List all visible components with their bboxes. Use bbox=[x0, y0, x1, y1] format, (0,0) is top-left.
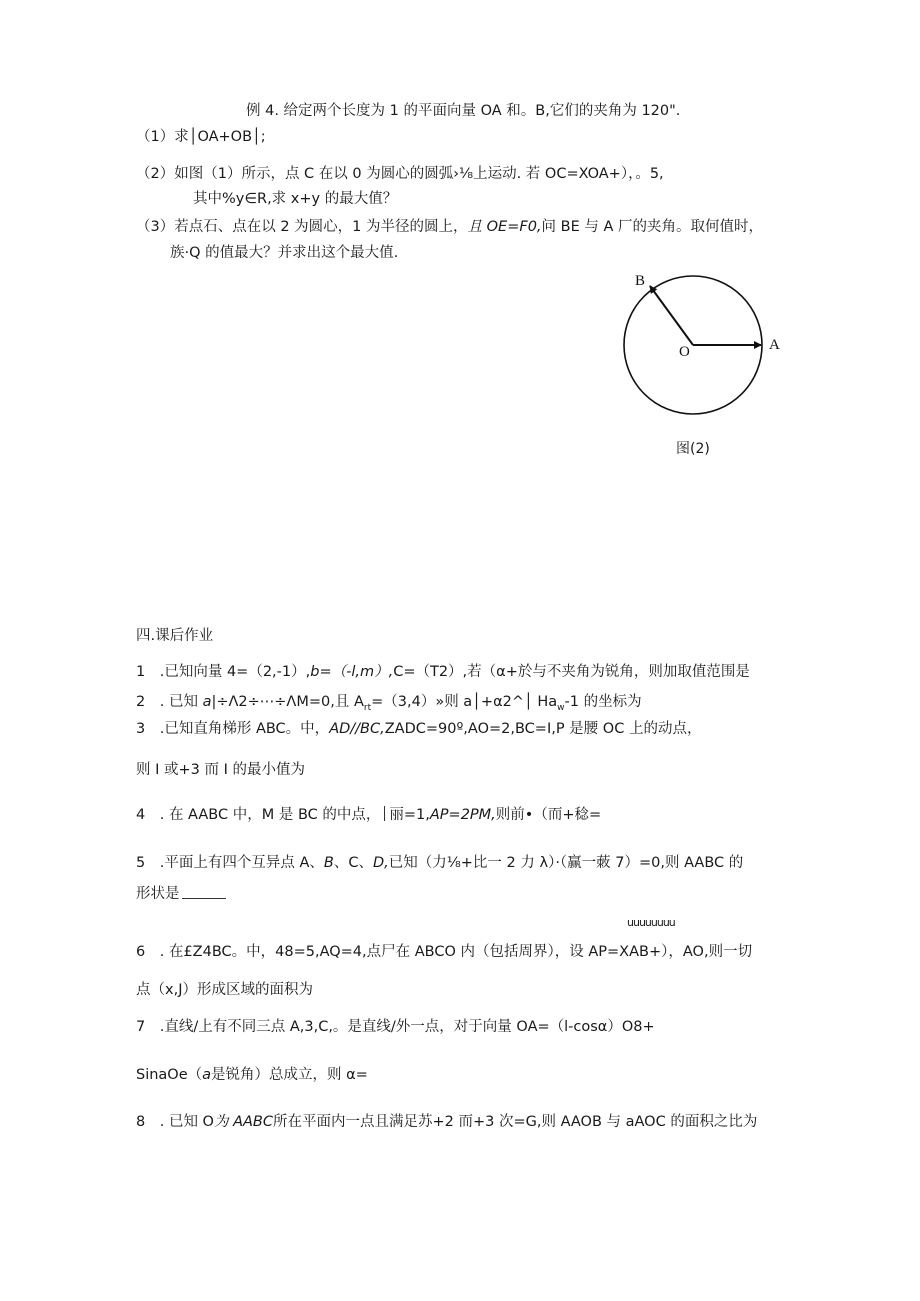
label-a: A bbox=[769, 337, 780, 353]
vector-ob-arrow bbox=[650, 286, 693, 345]
hw-7-text: SinaOe（ bbox=[136, 1067, 203, 1083]
hw-4-italic: AP=2PM, bbox=[429, 807, 496, 823]
hw-problem-3-line-2: 则 I 或+3 而 I 的最小值为 bbox=[136, 762, 305, 778]
question-3-line-2: 族·Q 的值最大？并求出这个最大值. bbox=[170, 245, 399, 261]
hw-2-sub: rt bbox=[363, 702, 372, 713]
hw-4-post: 则前•（而+稔= bbox=[495, 807, 602, 823]
answer-blank bbox=[182, 886, 226, 899]
hw-5-text: 5 .平面上有四个互异点 A、 bbox=[136, 855, 324, 871]
hw-5-italic-b: B bbox=[323, 855, 334, 871]
hw-problem-8 bbox=[136, 1112, 757, 1132]
circle-vector-figure bbox=[618, 268, 793, 428]
hw-7-italic: a bbox=[202, 1067, 212, 1083]
hw-4-text: 4 . 在 AABC 中，M 是 BC 的中点， bbox=[136, 807, 381, 823]
hw-8-italic: 为 AABC bbox=[213, 1114, 273, 1130]
hw-problem-7-line-2 bbox=[136, 1065, 368, 1085]
hw-4-mid: 丽=1, bbox=[389, 807, 430, 823]
example-title: 例 4. 给定两个长度为 1 的平面向量 OA 和。B,它们的夹角为 120". bbox=[246, 103, 681, 119]
section-title: 四.课后作业 bbox=[136, 628, 214, 644]
hw-2-post: =（3,4）»则 a│+α2^│ Ha bbox=[371, 694, 558, 710]
hw-1-text-b: C=（T2）,若（α+於与不夹角为锐角，则加取值范围是 bbox=[393, 664, 750, 680]
question-2-line-1: （2）如图（1）所示，点 C 在以 0 为圆心的圆弧›⅛上运动. 若 OC=XOA+），。5, bbox=[136, 166, 664, 182]
hw-1-italic: b=（-l,m）, bbox=[310, 664, 394, 680]
hw-2-sub2: w bbox=[557, 702, 565, 713]
abs-bar bbox=[384, 806, 385, 821]
hw-7-post: 是锐角）总成立，则 α= bbox=[211, 1067, 368, 1083]
hw-8-text: 8 . 已知 O bbox=[136, 1114, 214, 1130]
hw-problem-5-line-2 bbox=[136, 884, 226, 904]
hw-problem-4 bbox=[136, 805, 601, 825]
figure-caption: 图(2) bbox=[676, 441, 710, 457]
hw-8-post: 所在平面内一点且满足苏+2 而+3 次=G,则 AAOB 与 aAOC 的面积之比为 bbox=[273, 1114, 758, 1130]
hw-5-post: 已知（力⅛+比一 2 力 λ）·（赢一蓛 7）=0,则 AABC 的 bbox=[388, 855, 744, 871]
hw-2-text: 2 . 已知 bbox=[136, 694, 198, 710]
hw-problem-1 bbox=[136, 662, 750, 682]
hw-3-italic: AD//BC, bbox=[329, 721, 385, 737]
hw-problem-6: 6 . 在£Z4BC。中，48=5,AQ=4,点尸在 ABCO 内（包括周界），设 AP=XAB+），AO,则一切 bbox=[136, 944, 753, 960]
hw-3-text-b: ZADC=90º,AO=2,BC=I,P 是腰 OC 上的动点， bbox=[384, 721, 702, 737]
hw-1-text: 1 .已知向量 4=（2,-1）, bbox=[136, 664, 311, 680]
question-2-line-2: 其中%y∈R,求 x+y 的最大值？ bbox=[193, 191, 398, 207]
question-1: （1）求│OA+OB│; bbox=[136, 129, 266, 145]
hw-problem-2 bbox=[136, 692, 642, 718]
hw-problem-3 bbox=[136, 719, 701, 739]
hw-5-shape-text: 形状是 bbox=[136, 886, 180, 902]
hw-3-text: 3 .已知直角梯形 ABC。中， bbox=[136, 721, 330, 737]
question-3-line-1 bbox=[136, 217, 763, 237]
hw-5-mid: 、C、 bbox=[333, 855, 373, 871]
hw-problem-5 bbox=[136, 853, 743, 873]
vector-marks: uuuuuuuu bbox=[627, 916, 675, 929]
question-3-italic: 且 OE=F0, bbox=[467, 219, 542, 235]
hw-2-mid: |÷Λ2÷⋯÷ΛM=0,且 A bbox=[211, 694, 364, 710]
hw-problem-6-line-2: 点（x,J）形成区域的面积为 bbox=[136, 982, 313, 998]
hw-2-end: -1 的坐标为 bbox=[564, 694, 642, 710]
hw-5-italic-d: D, bbox=[372, 855, 389, 871]
label-o: O bbox=[679, 344, 690, 360]
label-b: B bbox=[635, 273, 646, 289]
question-3-text-a: （3）若点石、点在以 2 为圆心，1 为半径的圆上， bbox=[136, 219, 468, 235]
hw-problem-7: 7 .直线/上有不同三点 A,3,C,。是直线/外一点，对于向量 OA=（l-cosα）O8+ bbox=[136, 1019, 655, 1035]
hw-2-italic: a bbox=[202, 694, 212, 710]
question-3-text-b: 问 BE 与 A 厂的夹角。取何值时， bbox=[541, 219, 763, 235]
